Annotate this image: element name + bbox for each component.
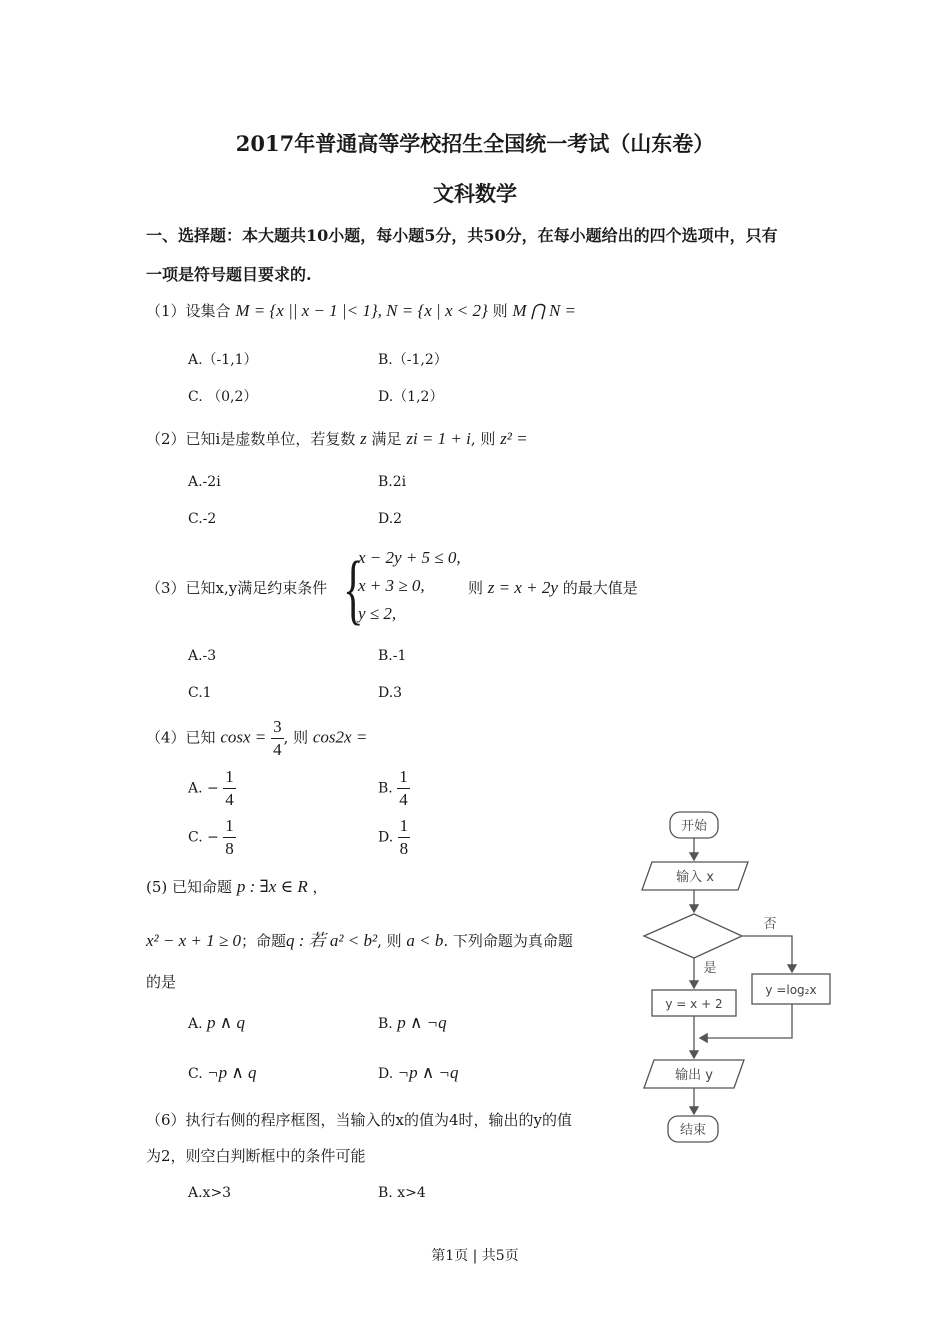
flowchart-no-label: 否 (763, 917, 777, 932)
question-5 (146, 876, 328, 897)
q5-line2-t3: . 下列命题为真命题 (443, 932, 573, 950)
flowchart-input-label: 输入 x (676, 870, 714, 885)
q5-option-c-math: ¬p ∧ q (207, 1063, 257, 1082)
flowchart-end-label: 结束 (679, 1123, 707, 1138)
section-heading-line2: 一项是符号题目要求的. (146, 265, 312, 284)
q5-option-b-label: B. (378, 1016, 393, 1032)
q6-number: （6） (146, 1111, 186, 1129)
q2-text2: 满足 (371, 430, 402, 448)
q4-fraction (271, 716, 284, 761)
q6-option-b: B. x>4 (378, 1185, 426, 1201)
q5-line3: 的是 (146, 973, 177, 991)
q4-option-d-label: D. (378, 829, 394, 846)
q5-line2-math: x² − x + 1 ≥ 0 (146, 931, 241, 950)
flowchart-start-label: 开始 (680, 819, 708, 834)
q3-constraint-2: x + 3 ≥ 0, (358, 576, 425, 595)
page-subtitle: 文科数学 (433, 181, 517, 206)
q4-d-den: 8 (399, 839, 409, 858)
q5-option-d (378, 1063, 459, 1083)
q5-comma: ， (312, 878, 328, 896)
q5-line2-m2: a < b (406, 931, 444, 950)
q3-math: z = x + 2y (487, 578, 558, 597)
q1-option-a: A.（-1,1） (188, 352, 258, 368)
q3-option-d: D.3 (378, 685, 403, 701)
q5-option-a (188, 1013, 245, 1033)
q4-frac-den: 4 (273, 740, 282, 759)
q4-d-num: 1 (398, 815, 411, 838)
q1-option-c: C. （0,2） (188, 389, 258, 405)
q3-text: 已知x,y满足约束条件 (185, 579, 328, 597)
q4-cos: cosx = (220, 727, 267, 747)
q4-number: （4） (146, 728, 186, 747)
q1-text: 设集合 (185, 302, 231, 320)
q3-option-a: A.-3 (188, 648, 217, 664)
q5-p: p : ∃x ∈ R (236, 877, 308, 896)
q4-option-a-frac (223, 766, 236, 811)
q4-option-d-frac (398, 815, 411, 860)
q4-option-c-frac (223, 815, 236, 860)
q5-line2 (146, 926, 573, 951)
q5-option-a-label: A. (188, 1016, 203, 1032)
q5-option-c (188, 1063, 257, 1083)
q4-c-num: 1 (223, 815, 236, 838)
flowchart-decision-diamond (644, 914, 742, 958)
q2-option-b: B.2i (378, 474, 407, 490)
question-1 (146, 300, 576, 321)
q5-line2-t2: , 则 (377, 932, 402, 950)
q3-constraint-1: x − 2y + 5 ≤ 0, (358, 548, 461, 567)
q5-text: 已知命题 (172, 878, 233, 896)
question-6 (146, 1109, 572, 1130)
q2-number: （2） (146, 430, 186, 448)
page-title: 2017年普通高等学校招生全国统一考试（山东卷） (235, 131, 715, 156)
flowchart-no-box-label: y =log₂x (765, 983, 817, 997)
question-4 (146, 716, 367, 761)
q5-option-b (378, 1013, 447, 1033)
q4-option-a (188, 766, 236, 811)
q4-cos2: cos2x = (312, 727, 368, 747)
q3-then: 则 (468, 579, 484, 597)
q2-option-d: D.2 (378, 511, 403, 527)
q4-option-b-frac (397, 766, 410, 811)
q4-option-a-label: A. − (188, 780, 219, 797)
q5-number: (5) (146, 878, 168, 896)
q5-line2-q: q : 若 a² < b² (285, 931, 378, 950)
section-heading-line1: 一、选择题：本大题共10小题，每小题5分，共50分，在每小题给出的四个选项中，只有 (146, 226, 778, 245)
q4-b-den: 4 (399, 790, 408, 809)
q4-option-c (188, 815, 236, 860)
q5-option-c-label: C. (188, 1066, 203, 1082)
q1-math2: M ⋂ N = (512, 301, 577, 320)
q3-option-b: B.-1 (378, 648, 407, 664)
page-footer: 第1页 | 共5页 (431, 1248, 519, 1264)
q3-constraint-3: y ≤ 2, (358, 604, 397, 623)
q4-option-b-label: B. (378, 780, 393, 797)
q2-math2: z² = (500, 429, 528, 448)
q2-text3: , 则 (470, 430, 496, 448)
q4-option-c-label: C. − (188, 829, 219, 846)
flowchart-yes-box-label: y = x + 2 (665, 997, 723, 1011)
q3-number: （3） (146, 579, 186, 597)
q2-text1: 已知i是虚数单位，若复数 (185, 430, 356, 448)
q6-line2: 为2，则空白判断框中的条件可能 (146, 1147, 366, 1165)
q3-objective (468, 577, 638, 598)
q4-text: 已知 (185, 728, 216, 747)
question-2 (146, 428, 528, 449)
q1-then: 则 (492, 302, 508, 320)
q4-option-b (378, 766, 410, 811)
q5-line2-t1: ；命题 (240, 932, 286, 950)
q2-option-c: C.-2 (188, 511, 217, 527)
flowchart (630, 800, 850, 1155)
q3-tail: 的最大值是 (562, 579, 638, 597)
q1-option-b: B.（-1,2） (378, 352, 448, 368)
q5-option-a-math: p ∧ q (207, 1013, 245, 1032)
q3-option-c: C.1 (188, 685, 212, 701)
q5-option-d-math: ¬p ∧ ¬q (397, 1063, 459, 1082)
q1-math: M = {x || x − 1 |< 1}, N = {x | x < 2} (235, 301, 488, 320)
q3-brace: { (343, 545, 364, 632)
q4-then: , 则 (283, 728, 309, 747)
q4-frac-num: 3 (271, 716, 284, 739)
q2-option-a: A.-2i (188, 474, 221, 490)
q2-z: z (360, 429, 367, 448)
q4-c-den: 8 (225, 839, 234, 858)
q4-b-num: 1 (397, 766, 410, 789)
q4-a-den: 4 (225, 790, 234, 809)
q4-option-d (378, 815, 410, 860)
q5-option-d-label: D. (378, 1066, 394, 1082)
q6-line1: 执行右侧的程序框图，当输入的x的值为4时，输出的y的值 (185, 1111, 573, 1129)
q2-math: zi = 1 + i (406, 429, 471, 448)
flowchart-output-label: 输出 y (675, 1068, 713, 1083)
q1-number: （1） (146, 302, 186, 320)
q3-lead (146, 577, 327, 598)
q5-option-b-math: p ∧ ¬q (397, 1013, 447, 1032)
q6-option-a: A.x>3 (188, 1185, 232, 1201)
flowchart-yes-label: 是 (703, 961, 717, 976)
q1-option-d: D.（1,2） (378, 389, 444, 405)
q4-a-num: 1 (223, 766, 236, 789)
